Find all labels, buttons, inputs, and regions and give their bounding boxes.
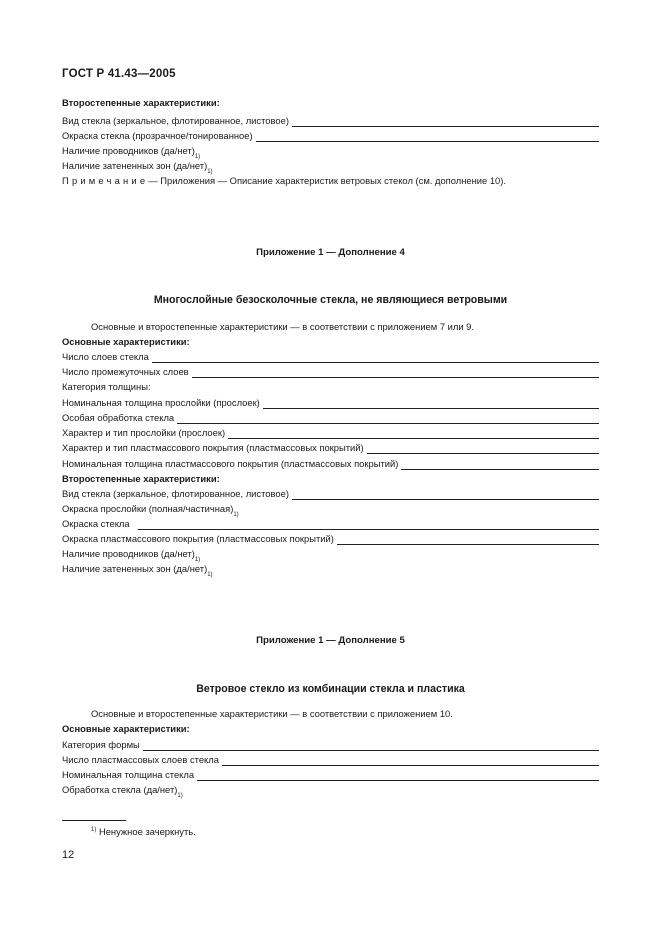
field-label: Номинальная толщина прослойки (прослоек) xyxy=(62,397,260,408)
secondary-heading: Второстепенные характеристики: xyxy=(62,97,220,108)
fill-line xyxy=(401,460,599,470)
main-heading: Основные характеристики: xyxy=(62,336,190,347)
field-label: Характер и тип пластмассового покрытия (пластмассовых покрытий) xyxy=(62,442,364,453)
field-label: Окраска прослойки (полная/частичная) xyxy=(62,503,234,514)
field-label: Вид стекла (зеркальное, флотированное, листовое) xyxy=(62,115,289,126)
field-row xyxy=(62,427,599,439)
field-label: Номинальная толщина пластмассового покрытия (пластмассовых покрытий) xyxy=(62,458,399,469)
field-label: Окраска пластмассового покрытия (пластмассовых покрытий) xyxy=(62,533,334,544)
field-label: Обработка стекла (да/нет) xyxy=(62,784,178,795)
annex-label: Приложение 1 — Дополнение 5 xyxy=(256,635,405,646)
fill-line xyxy=(138,520,599,530)
field-row: Обработка стекла (да/нет) 1) xyxy=(62,784,183,799)
field-label: Категория формы xyxy=(62,739,140,750)
field-label: Число слоев стекла xyxy=(62,351,149,362)
main-heading: Основные характеристики: xyxy=(62,723,190,734)
field-row xyxy=(62,115,599,127)
fill-line xyxy=(292,117,599,127)
fill-line xyxy=(222,756,599,766)
footnote-text: Ненужное зачеркнуть. xyxy=(96,826,196,837)
note-text: — Приложения — Описание характеристик ветровых стекол (см. дополнение 10). xyxy=(148,175,506,186)
field-label: Окраска стекла (прозрачное/тонированное) xyxy=(62,130,253,141)
field-row xyxy=(62,488,599,500)
field-label: Характер и тип прослойки (прослоек) xyxy=(62,427,226,438)
field-label: Наличие проводников (да/нет) xyxy=(62,145,195,156)
fill-line xyxy=(292,490,599,500)
field-label: Наличие проводников (да/нет) xyxy=(62,548,195,559)
field-label: Число промежуточных слоев xyxy=(62,366,189,377)
fill-line xyxy=(152,353,599,363)
page-number: 12 xyxy=(62,849,75,861)
note-word: Примечание xyxy=(62,175,149,186)
field-row xyxy=(62,754,599,766)
intro-text: Основные и второстепенные характеристики — в соответствии с приложением 10. xyxy=(91,708,453,719)
field-label: Наличие затененных зон (да/нет) xyxy=(62,563,208,574)
field-row xyxy=(62,412,599,424)
field-row: Наличие затененных зон (да/нет) 1) xyxy=(62,160,213,175)
field-row: Наличие проводников (да/нет) 1) xyxy=(62,145,201,160)
fill-line xyxy=(143,741,599,751)
fill-line xyxy=(197,771,599,781)
field-label: Вид стекла (зеркальное, флотированное, листовое) xyxy=(62,488,289,499)
secondary-heading: Второстепенные характеристики: xyxy=(62,473,220,484)
footnote xyxy=(91,826,196,837)
field-row: Окраска прослойки (полная/частичная) 1) xyxy=(62,503,239,518)
document-header: ГОСТ Р 41.43—2005 xyxy=(62,68,176,80)
field-label: Номинальная толщина стекла xyxy=(62,769,195,780)
fill-line xyxy=(337,535,599,545)
field-label: Наличие затененных зон (да/нет) xyxy=(62,160,208,171)
fill-line xyxy=(177,414,599,424)
fill-line xyxy=(256,132,599,142)
field-row: Наличие проводников (да/нет) 1) xyxy=(62,548,201,563)
field-row xyxy=(62,769,599,781)
annex-title: Многослойные безосколочные стекла, не являющиеся ветровыми xyxy=(153,294,508,306)
field-row xyxy=(62,381,151,393)
field-row xyxy=(62,518,599,530)
field-row xyxy=(62,739,599,751)
field-label: Категория толщины: xyxy=(62,381,151,392)
field-row xyxy=(62,397,599,409)
intro-text: Основные и второстепенные характеристики — в соответствии с приложением 7 или 9. xyxy=(91,321,474,332)
field-row xyxy=(62,366,599,378)
field-row: Наличие затененных зон (да/нет) 1) xyxy=(62,563,213,578)
footnote-divider xyxy=(62,820,126,821)
annex-label: Приложение 1 — Дополнение 4 xyxy=(256,247,405,258)
field-row xyxy=(62,351,599,363)
fill-line xyxy=(367,444,599,454)
field-row xyxy=(62,533,599,545)
fill-line xyxy=(192,368,599,378)
fill-line xyxy=(228,429,599,439)
note-row xyxy=(62,175,506,187)
field-row xyxy=(62,442,599,454)
field-label: Особая обработка стекла xyxy=(62,412,175,423)
field-label: Окраска стекла xyxy=(62,518,130,529)
field-row xyxy=(62,458,599,470)
annex-title: Ветровое стекло из комбинации стекла и пластика xyxy=(196,683,465,695)
footnote-mark: 1) xyxy=(91,827,97,833)
field-label: Число пластмассовых слоев стекла xyxy=(62,754,219,765)
field-row xyxy=(62,130,599,142)
fill-line xyxy=(263,399,599,409)
